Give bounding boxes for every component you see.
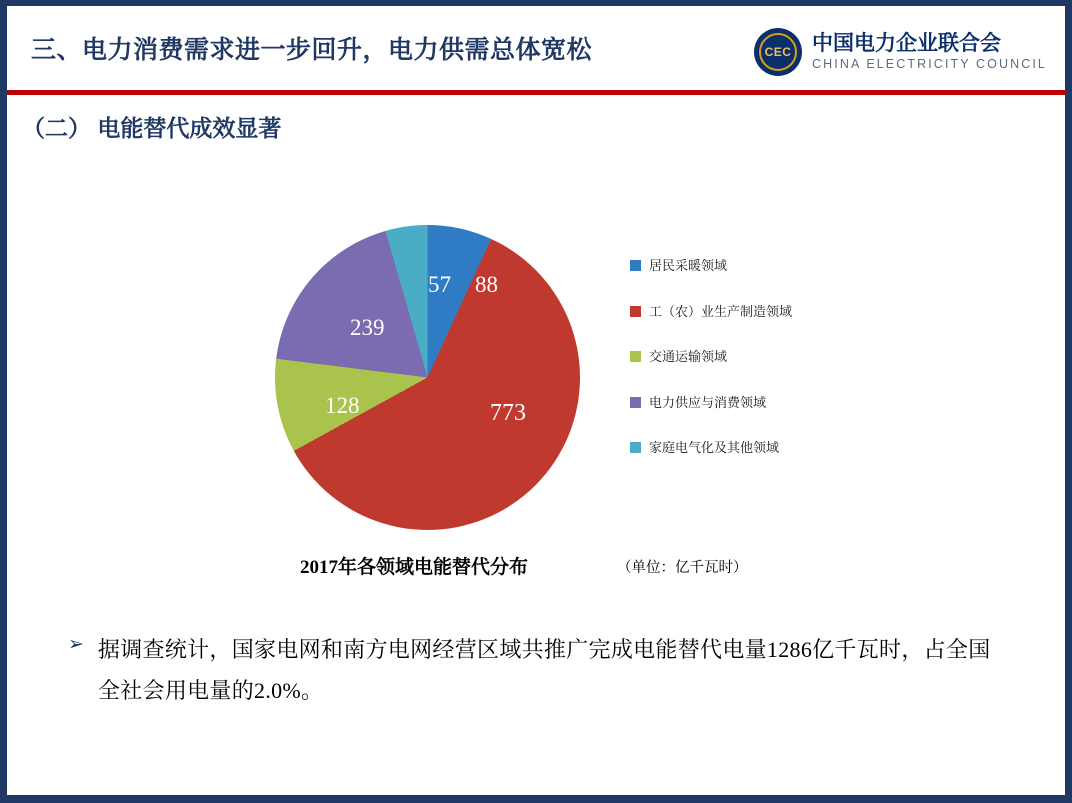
legend-item	[630, 439, 830, 457]
legend-label: 居民采暖领域	[649, 258, 728, 273]
legend-item	[630, 257, 830, 275]
chart-legend	[630, 257, 830, 485]
pie-value-label: 57	[428, 272, 451, 297]
legend-swatch-icon	[630, 351, 641, 362]
slide-border-left	[0, 0, 7, 803]
pie-graphic	[275, 225, 580, 530]
slide-border-right	[1065, 0, 1072, 803]
legend-swatch-icon	[630, 260, 641, 271]
legend-label: 交通运输领域	[649, 349, 728, 365]
cec-emblem-icon	[754, 28, 802, 76]
logo-name-en: CHINA ELECTRICITY COUNCIL	[812, 56, 1047, 71]
logo-name-cn: 中国电力企业联合会	[812, 31, 1002, 55]
organization-logo	[754, 22, 1047, 82]
pie-value-label: 773	[490, 400, 526, 426]
legend-swatch-icon	[630, 442, 641, 453]
legend-label: 家庭电气化及其他领域	[649, 440, 780, 456]
pie-value-label: 88	[475, 272, 498, 297]
bullet-item	[68, 630, 998, 711]
section-heading: （二） 电能替代成效显著	[22, 115, 282, 141]
bullet-text: 据调查统计，国家电网和南方电网经营区域共推广完成电能替代电量1286亿千瓦时，占全国全社会用电量的2.0%。	[97, 637, 991, 703]
legend-item	[630, 303, 830, 321]
legend-item	[630, 348, 830, 366]
pie-chart	[230, 215, 830, 535]
page-title: 三、电力消费需求进一步回升，电力供需总体宽松	[31, 36, 593, 64]
legend-label: 电力供应与消费领域	[649, 394, 767, 410]
legend-label: 工（农）业生产制造领域	[649, 303, 793, 319]
legend-item	[630, 394, 830, 412]
legend-swatch-icon	[630, 306, 641, 317]
bullet-arrow-icon: ➢	[68, 634, 84, 655]
header-divider	[7, 90, 1065, 95]
chart-unit-note: （单位：亿千瓦时）	[617, 560, 748, 576]
chart-caption: 2017年各领域电能替代分布	[300, 557, 529, 578]
slide-header	[7, 6, 1065, 90]
pie-value-label: 239	[350, 315, 385, 340]
legend-swatch-icon	[630, 397, 641, 408]
pie-disc	[275, 225, 580, 530]
pie-value-label: 128	[325, 393, 360, 418]
logo-text-block	[812, 32, 1047, 72]
slide-border-bottom	[0, 795, 1072, 803]
